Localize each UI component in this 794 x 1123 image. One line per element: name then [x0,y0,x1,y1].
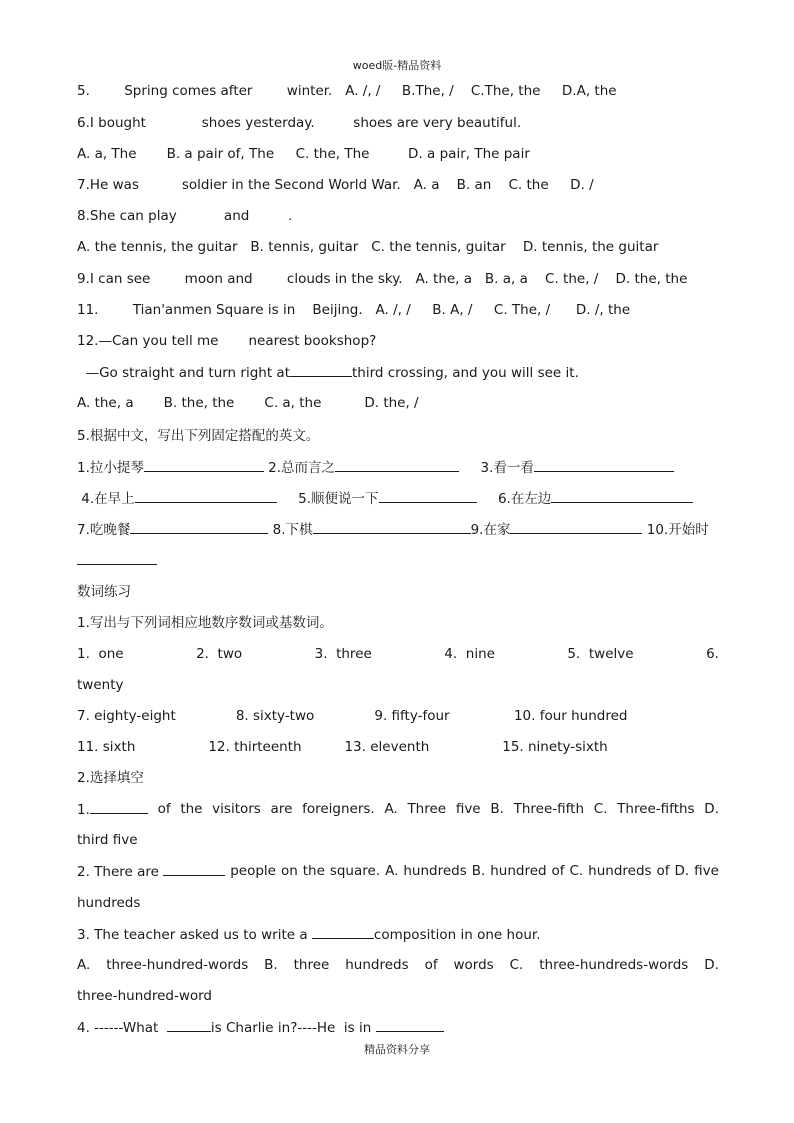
numerals-instruction: 1.写出与下列词相应地数序数词或基数词。 [77,615,333,631]
answer-blank[interactable] [290,362,352,377]
choice-question-3: 3. The teacher asked us to write a composition in one hour. [77,924,541,944]
answer-blank[interactable] [312,924,374,939]
answer-blank[interactable] [551,488,693,503]
answer-blank[interactable] [135,488,277,503]
choice-heading: 2.选择填空 [77,770,144,786]
phrase-row-1: 1.拉小提琴 2.总而言之 3.看一看 [77,457,674,477]
question-12-options: A. the, a B. the, the C. a, the D. the, / [77,395,419,411]
answer-blank[interactable] [335,457,459,472]
question-8: 8.She can play and . [77,208,293,224]
choice-question-1-cont: third five [77,832,138,848]
answer-blank[interactable] [379,488,477,503]
phrase-row-4 [77,550,157,570]
answer-blank[interactable] [376,1017,444,1032]
question-5: 5. Spring comes after winter. A. /, / B.The, / C.The, the D.A, the [77,83,617,99]
question-11: 11. Tian'anmen Square is in Beijing. A. /, / B. A, / C. The, / D. /, the [77,302,631,318]
numerals-row-3: 11. sixth 12. thirteenth 13. eleventh 15. ninety-sixth [77,739,608,755]
answer-blank[interactable] [534,457,674,472]
question-8-options: A. the tennis, the guitar B. tennis, guitar C. the tennis, guitar D. tennis, the guitar [77,239,659,255]
phrase-row-2: 4.在早上 5.顺便说一下 6.在左边 [77,488,693,508]
numerals-row-2: 7. eighty-eight 8. sixty-two 9. fifty-four 10. four hundred [77,708,628,724]
question-6-options: A. a, The B. a pair of, The C. the, The D. a pair, The pair [77,146,530,162]
question-7: 7.He was soldier in the Second World War. A. a B. an C. the D. / [77,177,594,193]
answer-blank[interactable] [510,519,642,534]
choice-question-3-cont: three-hundred-word [77,988,213,1004]
question-6: 6.I bought shoes yesterday. shoes are very beautiful. [77,115,522,131]
question-9: 9.I can see moon and clouds in the sky. A. the, a B. a, a C. the, / D. the, the [77,271,688,287]
choice-question-4: 4. ------What is Charlie in?----He is in [77,1017,444,1037]
numerals-row-1: 1. one 2. two 3. three 4. nine 5. twelve 6. [77,646,719,662]
answer-blank[interactable] [130,519,268,534]
choice-question-2-cont: hundreds [77,895,141,911]
numerals-row-1-cont: twenty [77,677,124,693]
answer-blank[interactable] [77,550,157,565]
page-footer: 精品资料分享 [364,1043,430,1056]
answer-blank[interactable] [313,519,471,534]
question-12: 12.—Can you tell me nearest bookshop? [77,333,377,349]
phrase-row-3: 7.吃晚餐 8.下棋 9.在家 10.开始时 [77,519,709,539]
section-5-heading: 5.根据中文，写出下列固定搭配的英文。 [77,428,320,444]
numerals-heading: 数词练习 [77,584,131,600]
choice-question-1: 1. of the visitors are foreigners. A. Three five B. Three-fifth C. Three-fifths D. [77,801,719,818]
page-header: woed版-精品资料 [352,59,442,72]
answer-blank[interactable] [144,457,264,472]
choice-question-2: 2. There are people on the square. A. hundreds B. hundred of C. hundreds of D. five [77,863,719,880]
question-12-reply: —Go straight and turn right at third crossing, and you will see it. [77,362,579,382]
answer-blank[interactable] [90,799,148,814]
answer-blank[interactable] [167,1017,211,1032]
choice-question-3-options: A. three-hundred-words B. three hundreds of words C. three-hundreds-words D. [77,957,719,973]
answer-blank[interactable] [163,861,225,876]
